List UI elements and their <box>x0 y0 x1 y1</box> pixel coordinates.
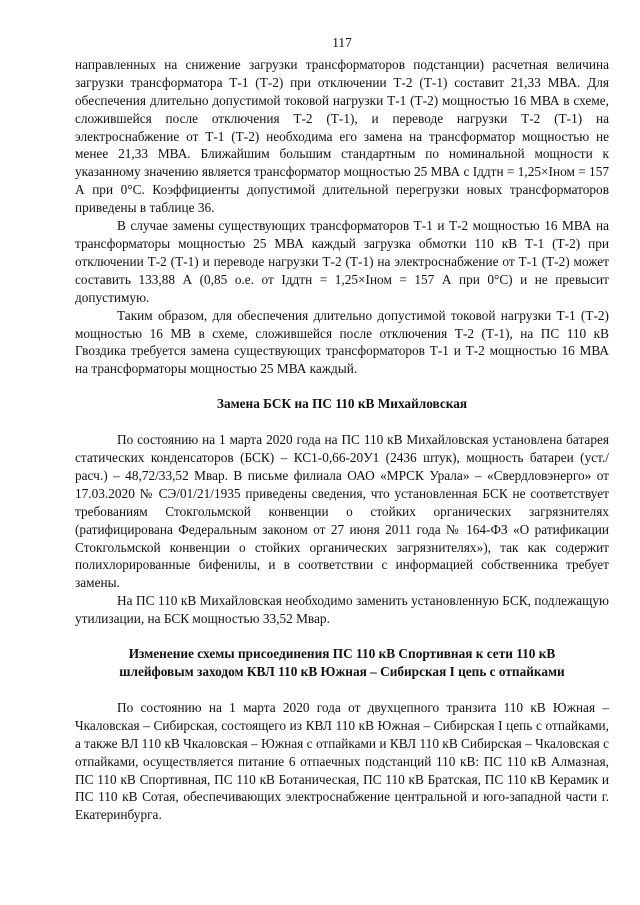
heading-line-1: Изменение схемы присоединения ПС 110 кВ Спортивная к сети 110 кВ <box>128 646 556 662</box>
paragraph-bsk-replacement: На ПС 110 кВ Михайловская необходимо заменить установленную БСК, подлежащую утилизации, на БСК мощностью 33,52 Мвар. <box>75 593 609 627</box>
page-number: 117 <box>332 35 352 50</box>
paragraph-gvozdika-conclusion: Таким образом, для обеспечения длительно допустимой токовой нагрузки Т-1 (Т-2) мощностью 16 МВ в схеме, сложившейся после отключения Т-2 (Т-1), на ПС 110 кВ Гвоздика требуется замена существующих трансформаторов Т-1 и Т-2 мощностью 16 МВА на трансформаторы мощностью 25 МВА каждый. <box>75 307 609 377</box>
section-heading-bsk-mikhailovskaya: Замена БСК на ПС 110 кВ Михайловская <box>216 396 468 412</box>
document-page <box>75 34 609 824</box>
paragraph-replacement-25mva: В случае замены существующих трансформаторов Т-1 и Т-2 мощностью 16 МВА на трансформаторы мощностью 25 МВА каждый загрузка обмотки 110 кВ Т-1 (Т-2) при отключении Т-2 (Т-1) и переводе нагрузки Т-2 (Т-1) на электроснабжение от Т-1 (Т-2) может составить 133,88 А (0,85 о.е. от Iддтн = 1,25×Iном = 157 А при 0°С) и не превысит допустимую. <box>75 218 609 305</box>
section-heading-sportivnaya <box>75 645 609 681</box>
paragraph-transit-supply: По состоянию на 1 марта 2020 года от двухцепного транзита 110 кВ Южная – Чкаловская – Сибирская, состоящего из КВЛ 110 кВ Южная – Сибирская I цепь с отпайками, а также ВЛ 110 кВ Чкаловская – Южная с отпайками и КВЛ 110 кВ Сибирская – Чкаловская с отпайками, осуществляется питание 6 отпаечных подстанций 110 кВ: ПС 110 кВ Алмазная, ПС 110 кВ Спортивная, ПС 110 кВ Ботаническая, ПС 110 кВ Братская, ПС 110 кВ Керамик и ПС 110 кВ Сотая, обеспечивающих электроснабжение центральной и юго-западной части г. Екатеринбурга. <box>75 699 609 823</box>
paragraph-transformer-load: направленных на снижение загрузки трансформаторов подстанции) расчетная величина загрузки трансформатора Т-1 (Т-2) при отключении Т-2 (Т-1) составит 21,33 МВА. Для обеспечения длительно допустимой токовой нагрузки Т-1 (Т-2) мощностью 16 МВА в схеме, сложившейся после отключения Т-2 (Т-1), и переводе нагрузки Т-2 (Т-1) на электроснабжение от Т-1 (Т-2) необходима его замена на трансформатор мощностью не менее 21,33 МВА. Ближайшим большим стандартным по номинальной мощности к указанному значению является трансформатор мощностью 25 МВА с Iддтн = 1,25×Iном = 157 А при 0°С. Коэффициенты допустимой длительной перегрузки новых трансформаторов приведены в таблице 36. <box>75 56 609 216</box>
heading-line-2: шлейфовым заходом КВЛ 110 кВ Южная – Сибирская I цепь с отпайками <box>119 664 565 679</box>
paragraph-bsk-status: По состоянию на 1 марта 2020 года на ПС 110 кВ Михайловская установлена батарея статических конденсаторов (БСК) – КС1-0,66-20У1 (2436 штук), мощность батареи (уст./расч.) – 48,72/33,52 Мвар. В письме филиала ОАО «МРСК Урала» – «Свердловэнерго» от 17.03.2020 № СЭ/01/21/1935 приведены сведения, что установленная БСК не соответствует требованиям Стокгольмской конвенции о стойких органических загрязнителях (ратифицирована Федеральным законом от 27 июня 2011 года № 164-ФЗ «О ратификации Стокгольмской конвенции о стойких органических загрязнителях»), так как содержит полихлорированные бифенилы, и в соответствии с информацией собственника требует замены. <box>75 432 609 591</box>
